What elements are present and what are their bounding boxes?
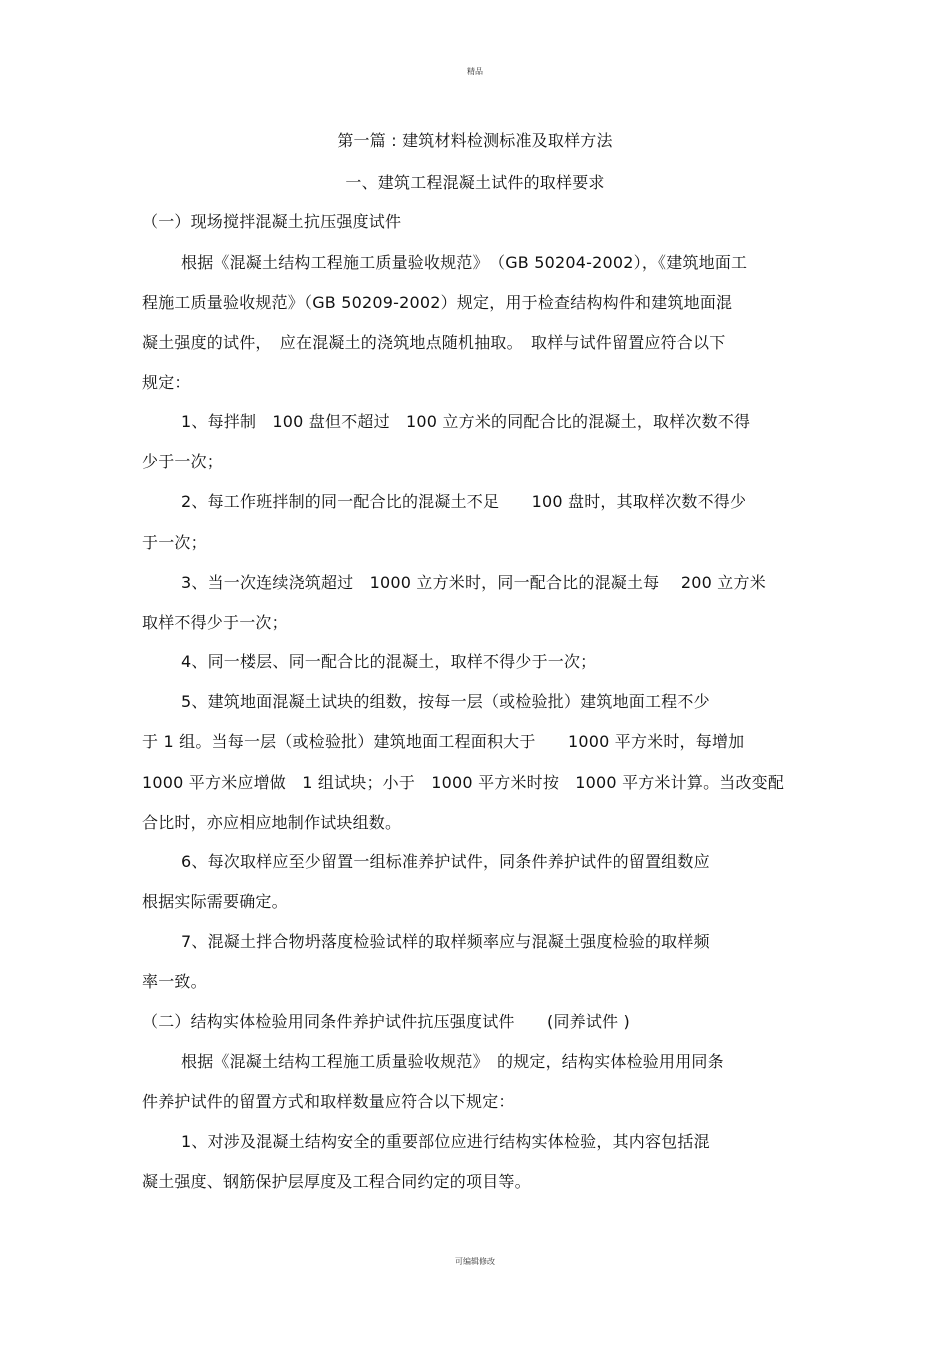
list-item-line: 7、混凝土拌合物坍落度检验试样的取样频率应与混凝土强度检验的取样频 xyxy=(181,932,710,951)
paragraph-line: 凝土强度的试件， 应在混凝土的浇筑地点随机抽取。 取样与试件留置应符合以下 xyxy=(142,333,726,352)
list-item-line: 4、同一楼层、同一配合比的混凝土，取样不得少于一次； xyxy=(181,652,597,671)
list-item-line: 凝土强度、钢筋保护层厚度及工程合同约定的项目等。 xyxy=(142,1172,531,1191)
list-item-line: 合比时，亦应相应地制作试块组数。 xyxy=(142,813,402,832)
page-footer-mark: 可编辑修改 xyxy=(455,1257,495,1266)
list-item-line: 于一次； xyxy=(142,533,207,552)
list-item-line: 2、每工作班拌制的同一配合比的混凝土不足 100 盘时，其取样次数不得少 xyxy=(181,492,747,511)
page-header-mark: 精品 xyxy=(467,67,483,76)
list-item-line: 1、每拌制 100 盘但不超过 100 立方米的同配合比的混凝土，取样次数不得 xyxy=(181,412,751,431)
paragraph-line: 根据《混凝土结构工程施工质量验收规范》 的规定，结构实体检验用用同条 xyxy=(181,1052,724,1071)
section-title: 一、建筑工程混凝土试件的取样要求 xyxy=(345,173,605,192)
part-title: 第一篇 : 建筑材料检测标准及取样方法 xyxy=(337,131,613,150)
list-item-line: 率一致。 xyxy=(142,972,207,991)
list-item-line: 1000 平方米应增做 1 组试块；小于 1000 平方米时按 1000 平方米计算。当改变配 xyxy=(142,773,785,792)
subsection-heading-2: （二）结构实体检验用同条件养护试件抗压强度试件 (同养试件 ) xyxy=(142,1012,630,1031)
list-item-line: 根据实际需要确定。 xyxy=(142,892,288,911)
list-item-line: 1、对涉及混凝土结构安全的重要部位应进行结构实体检验，其内容包括混 xyxy=(181,1132,710,1151)
paragraph-line: 规定： xyxy=(142,373,191,392)
list-item-line: 于 1 组。当每一层（或检验批）建筑地面工程面积大于 1000 平方米时，每增加 xyxy=(142,732,745,751)
list-item-line: 取样不得少于一次； xyxy=(142,613,288,632)
list-item-line: 5、建筑地面混凝土试块的组数，按每一层（或检验批）建筑地面工程不少 xyxy=(181,692,710,711)
list-item-line: 6、每次取样应至少留置一组标准养护试件，同条件养护试件的留置组数应 xyxy=(181,852,710,871)
paragraph-line: 程施工质量验收规范》（GB 50209-2002）规定，用于检查结构构件和建筑地面混 xyxy=(142,293,733,312)
paragraph-line: 根据《混凝土结构工程施工质量验收规范》 （GB 50204-2002），《建筑地面工 xyxy=(181,253,748,272)
subsection-heading-1: （一）现场搅拌混凝土抗压强度试件 xyxy=(142,212,402,231)
list-item-line: 少于一次； xyxy=(142,452,224,471)
list-item-line: 3、当一次连续浇筑超过 1000 立方米时，同一配合比的混凝土每 200 立方米 xyxy=(181,573,766,592)
paragraph-line: 件养护试件的留置方式和取样数量应符合以下规定： xyxy=(142,1092,515,1111)
